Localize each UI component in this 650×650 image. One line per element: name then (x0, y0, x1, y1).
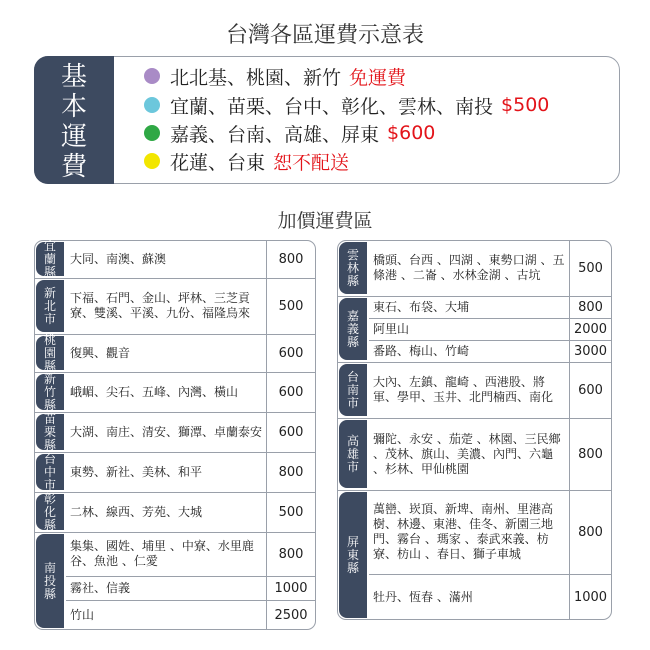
fee-value: 800 (278, 546, 304, 562)
rate-row (144, 147, 349, 175)
basic-label-char (34, 62, 114, 182)
rate-areas: 嘉義、台南、高雄、屏東 (170, 123, 380, 146)
region-name: 新竹縣 (43, 371, 56, 412)
area-list: 東勢、新社、美林、和平 (70, 464, 203, 479)
fee-value: 2500 (274, 607, 308, 623)
fee-value: 600 (278, 345, 304, 361)
fee-value: 800 (578, 446, 603, 462)
region-label (36, 238, 64, 279)
basic-fee-label (34, 62, 114, 182)
fee-value: 800 (278, 251, 304, 267)
rate-price: 恕不配送 (273, 151, 350, 174)
rate-price: $500 (501, 94, 550, 116)
region-name: 台中市 (43, 451, 56, 492)
fee-value: 3000 (573, 343, 608, 359)
rate-areas: 宜蘭、苗栗、台中、彰化、雲林、南投 (170, 95, 494, 118)
rate-areas: 北北基、桃園、新竹 (170, 66, 342, 89)
cyan-dot-icon (144, 97, 160, 113)
region-name: 宜蘭縣 (43, 238, 56, 279)
fee-value: 800 (578, 524, 603, 540)
region-label (339, 420, 367, 488)
region-label (36, 371, 64, 412)
green-dot-icon (144, 125, 160, 141)
rate-price: 免運費 (349, 66, 407, 89)
fee-value: 500 (278, 504, 304, 520)
rate-row (144, 62, 406, 90)
region-name: 屏東縣 (346, 534, 359, 575)
area-list: 彌陀、永安 、茄萣 、林園、三民鄉 、茂林、旗山、美濃、內門、六龜 、杉林、甲仙桃園 (373, 431, 561, 476)
fee-value: 1000 (274, 580, 308, 596)
basic-label-char: 運 (60, 122, 87, 152)
page-title: 台灣各區運費示意表 (225, 23, 424, 48)
yellow-dot-icon (144, 153, 160, 169)
area-list: 大同、南澳、蘇澳 (70, 251, 167, 266)
area-list: 復興、觀音 (70, 345, 131, 360)
area-list: 萬巒、崁頂、新埤、南州、里港高樹、林邊、東港、佳冬、新園三地門、霧台 、瑪家 、泰武來義、枋寮、枋山 、春日、獅子車城 (373, 502, 554, 561)
area-list: 大湖、南庄、清安、獅潭、卓蘭泰安 (70, 424, 263, 439)
region-name: 彰化縣 (43, 491, 56, 532)
basic-label-char: 基 (60, 62, 87, 92)
area-list: 阿里山 (373, 321, 410, 336)
region-label (36, 280, 64, 332)
area-list: 東石、布袋、大埔 (373, 299, 470, 314)
basic-label-char: 本 (60, 92, 87, 122)
region-label (36, 534, 64, 628)
area-list: 二林、線西、芳苑、大城 (70, 504, 203, 519)
area-list: 竹山 (70, 607, 95, 622)
fee-value: 2000 (573, 321, 608, 337)
region-label (36, 411, 64, 452)
region-label (36, 451, 64, 492)
fee-value: 500 (578, 260, 603, 276)
area-list: 牡丹、恆春 、滿州 (373, 589, 473, 604)
rate-row (144, 91, 549, 119)
region-name: 台南市 (346, 369, 359, 410)
area-list: 橋頭、台西 、四湖 、東勢口湖 、五條港 、二崙 、水林金湖 、古坑 (373, 253, 565, 282)
region-name: 桃園縣 (43, 332, 56, 373)
fee-value: 600 (278, 384, 304, 400)
region-name: 高雄市 (346, 433, 359, 474)
region-label (339, 364, 367, 416)
region-name: 嘉義縣 (346, 308, 359, 349)
purple-dot-icon (144, 68, 160, 84)
fee-value: 600 (578, 382, 603, 398)
fee-value: 500 (278, 298, 304, 314)
region-label (339, 298, 367, 360)
rate-areas: 花蓮、台東 (170, 151, 266, 174)
fee-value: 1000 (573, 589, 608, 605)
region-name: 苗栗縣 (43, 411, 56, 452)
rate-row (144, 119, 435, 147)
fee-value: 800 (578, 299, 603, 315)
region-label (36, 491, 64, 532)
region-label (339, 492, 367, 618)
region-name: 新北市 (43, 285, 56, 326)
area-list: 番路、梅山、竹崎 (373, 343, 470, 358)
region-label (36, 332, 64, 373)
fee-value: 800 (278, 464, 304, 480)
region-label (339, 242, 367, 294)
rate-price: $600 (387, 122, 436, 144)
area-list: 下福、石門、金山、坪林、三芝貢寮、雙溪、平溪、九份、福隆烏來 (70, 291, 251, 320)
region-name: 南投縣 (43, 560, 56, 601)
fee-value: 600 (278, 424, 304, 440)
area-list: 大內、左鎮、龍崎 、西港股、將軍、學甲、玉井、北門楠西、南化 (373, 375, 554, 404)
area-list: 峨嵋、尖石、五峰、內灣、橫山 (70, 384, 239, 399)
area-list: 霧社、信義 (70, 580, 131, 595)
surcharge-title: 加價運費區 (277, 210, 373, 232)
region-name: 雲林縣 (346, 247, 359, 288)
basic-label-char: 費 (60, 152, 87, 182)
area-list: 集集、國姓、埔里 、中寮、水里鹿谷、魚池 、仁愛 (70, 539, 254, 568)
